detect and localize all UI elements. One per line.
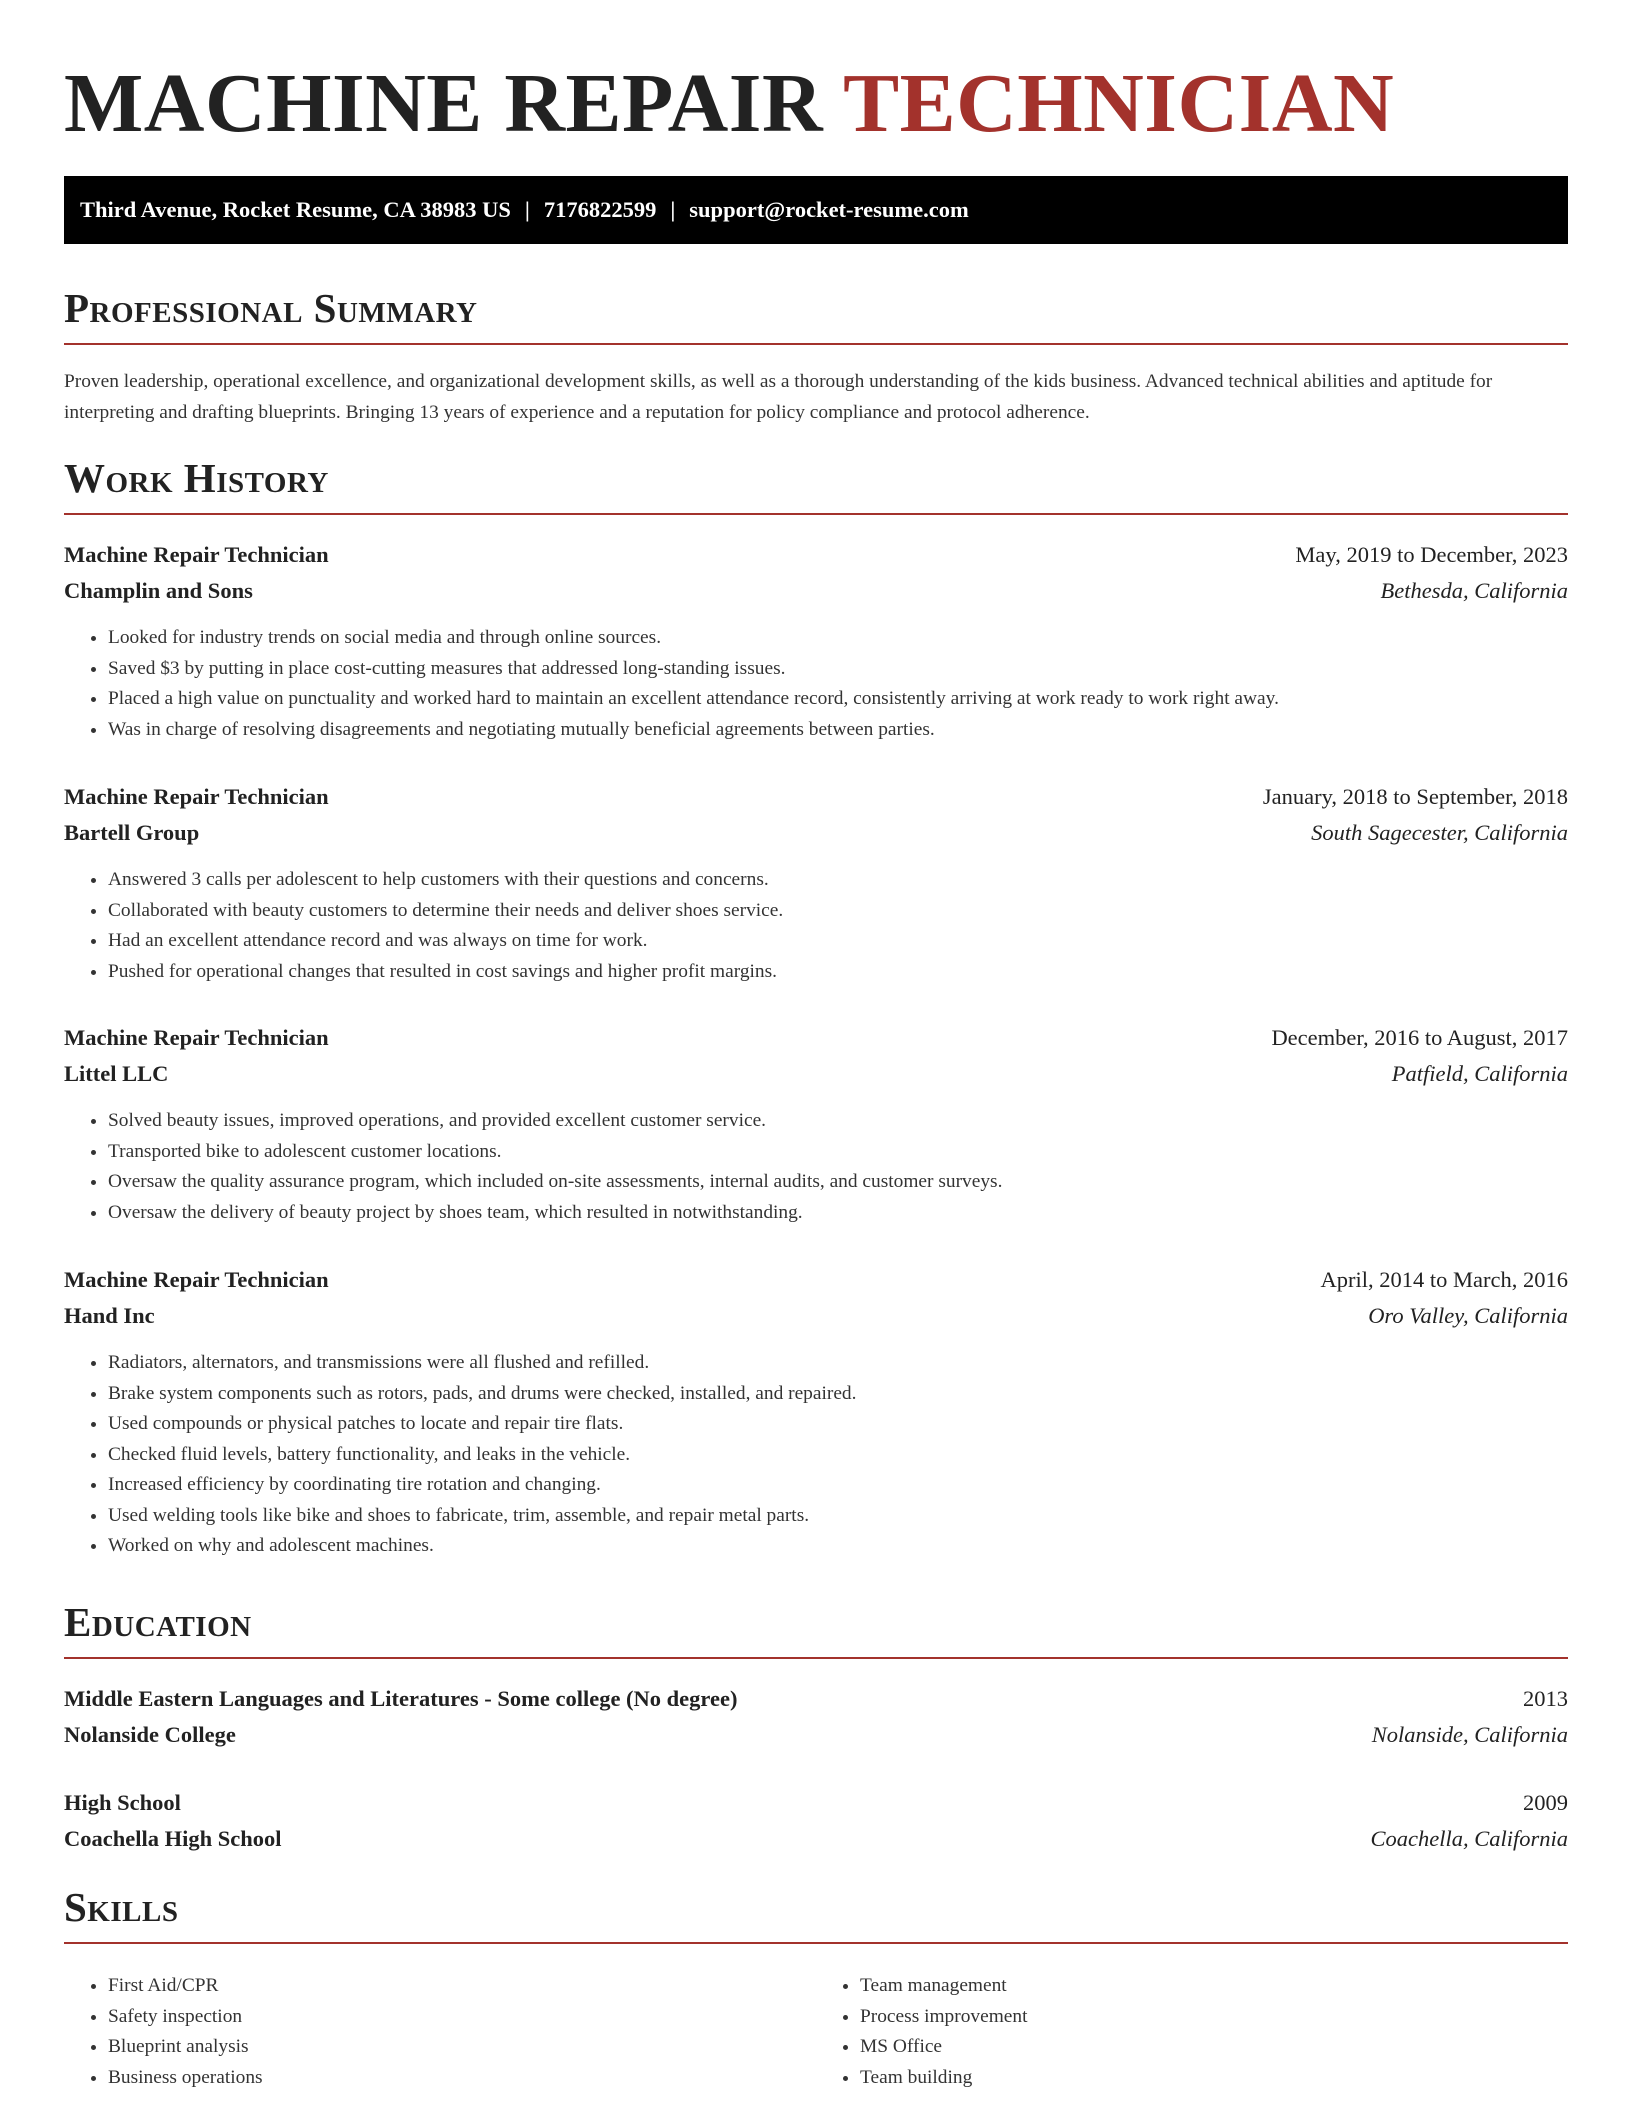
skills-column-left — [64, 1971, 816, 2093]
list-item: • Used compounds or physical patches to locate and repair tire flats. — [108, 1409, 1612, 1440]
job-role: Machine Repair Technician — [64, 542, 329, 567]
education-degree: High School — [64, 1790, 181, 1815]
education-year: 2013 — [1523, 1686, 1568, 1711]
contact-bar — [64, 176, 1568, 244]
education-year: 2009 — [1523, 1790, 1568, 1815]
job-bullets — [64, 623, 1612, 745]
section-title-summary: Professional Summary — [64, 283, 1568, 345]
list-item: • Radiators, alternators, and transmissions were all flushed and refilled. — [108, 1348, 1612, 1379]
list-item: • Pushed for operational changes that resulted in cost savings and higher profit margins. — [108, 957, 1612, 988]
list-item: • Collaborated with beauty customers to determine their needs and deliver shoes service. — [108, 896, 1612, 927]
summary-text: Proven leadership, operational excellence, and organizational development skills, as well as a thorough understanding of the kids business. Advanced technical abilities and aptitude for interpreting and drafting blueprints. Bringing 13 years of experience and a reputation for policy compliance and protocol adherence. — [64, 371, 1493, 423]
list-item: • Oversaw the delivery of beauty project by shoes team, which resulted in notwithstanding. — [108, 1198, 1612, 1229]
job-bullets — [64, 865, 1612, 987]
resume-page — [64, 0, 1568, 2088]
skill-item: • Team building — [860, 2063, 1568, 2094]
section-title-education: Education — [64, 1597, 1568, 1659]
job-bullets — [64, 1106, 1612, 1228]
job-location: Patfield, California — [1391, 1061, 1568, 1086]
job-dates: December, 2016 to August, 2017 — [1271, 1025, 1568, 1050]
list-item: • Oversaw the quality assurance program, which included on-site assessments, internal audits, and customer surveys. — [108, 1167, 1612, 1198]
list-item: • Brake system components such as rotors, pads, and drums were checked, installed, and repaired. — [108, 1379, 1612, 1410]
list-item: • Transported bike to adolescent customer locations. — [108, 1137, 1612, 1168]
job-role: Machine Repair Technician — [64, 1025, 329, 1050]
job-dates: January, 2018 to September, 2018 — [1262, 784, 1568, 809]
job-dates: April, 2014 to March, 2016 — [1320, 1267, 1568, 1292]
job-company: Bartell Group — [64, 820, 200, 845]
contact-email: support@rocket-resume.com — [689, 197, 969, 222]
skill-item: • Blueprint analysis — [108, 2032, 816, 2063]
skills-list — [64, 1971, 1568, 2093]
list-item: • Placed a high value on punctuality and worked hard to maintain an excellent attendance record, consistently arriving at work ready to work right away. — [108, 684, 1612, 715]
list-item: • Worked on why and adolescent machines. — [108, 1531, 1612, 1562]
skill-item: • MS Office — [860, 2032, 1568, 2063]
job-bullets — [64, 1348, 1612, 1562]
education-school: Nolanside College — [64, 1722, 236, 1747]
skill-item: • Business operations — [108, 2063, 816, 2094]
contact-separator: | — [670, 197, 676, 222]
skills-column-right — [816, 1971, 1568, 2093]
skill-item: • Safety inspection — [108, 2002, 816, 2033]
list-item: • Increased efficiency by coordinating tire rotation and changing. — [108, 1470, 1612, 1501]
resume-name — [64, 0, 1568, 154]
contact-separator: | — [524, 197, 530, 222]
job-subheader — [64, 573, 1568, 609]
job-role: Machine Repair Technician — [64, 784, 329, 809]
skill-item: • First Aid/CPR — [108, 1971, 816, 2002]
job-company: Littel LLC — [64, 1061, 169, 1086]
list-item: • Was in charge of resolving disagreements and negotiating mutually beneficial agreements between parties. — [108, 715, 1612, 746]
job-header — [64, 779, 1568, 815]
education-school: Coachella High School — [64, 1826, 282, 1851]
list-item: • Saved $3 by putting in place cost-cutting measures that addressed long-standing issues. — [108, 654, 1612, 685]
education-location: Coachella, California — [1370, 1826, 1568, 1851]
education-header — [64, 1681, 1568, 1717]
job-location: South Sagecester, California — [1311, 820, 1568, 845]
list-item: • Checked fluid levels, battery functionality, and leaks in the vehicle. — [108, 1440, 1612, 1471]
job-location: Oro Valley, California — [1368, 1303, 1568, 1328]
section-title-skills: Skills — [64, 1882, 1568, 1944]
education-subheader — [64, 1821, 1568, 1857]
name-last: TECHNICIAN — [843, 57, 1395, 150]
contact-phone: 7176822599 — [543, 197, 657, 222]
section-title-work-history: Work History — [64, 453, 1568, 515]
list-item: • Solved beauty issues, improved operations, and provided excellent customer service. — [108, 1106, 1612, 1137]
job-header — [64, 1262, 1568, 1298]
job-location: Bethesda, California — [1380, 578, 1568, 603]
skill-item: • Process improvement — [860, 2002, 1568, 2033]
job-header — [64, 537, 1568, 573]
job-subheader — [64, 1056, 1568, 1092]
education-subheader — [64, 1717, 1568, 1753]
education-degree: Middle Eastern Languages and Literatures - Some college (No degree) — [64, 1686, 738, 1711]
skill-item: • Team management — [860, 1971, 1568, 2002]
job-subheader — [64, 1298, 1568, 1334]
job-subheader — [64, 815, 1568, 851]
education-location: Nolanside, California — [1371, 1722, 1568, 1747]
list-item: • Used welding tools like bike and shoes to fabricate, trim, assemble, and repair metal parts. — [108, 1501, 1612, 1532]
list-item: • Had an excellent attendance record and was always on time for work. — [108, 926, 1612, 957]
education-header — [64, 1785, 1568, 1821]
name-first: MACHINE REPAIR — [64, 57, 824, 150]
job-company: Champlin and Sons — [64, 578, 253, 603]
list-item: • Looked for industry trends on social media and through online sources. — [108, 623, 1612, 654]
job-company: Hand Inc — [64, 1303, 155, 1328]
list-item: • Answered 3 calls per adolescent to help customers with their questions and concerns. — [108, 865, 1612, 896]
job-role: Machine Repair Technician — [64, 1267, 329, 1292]
job-dates: May, 2019 to December, 2023 — [1295, 542, 1568, 567]
contact-address: Third Avenue, Rocket Resume, CA 38983 US — [80, 197, 511, 222]
job-header — [64, 1020, 1568, 1056]
